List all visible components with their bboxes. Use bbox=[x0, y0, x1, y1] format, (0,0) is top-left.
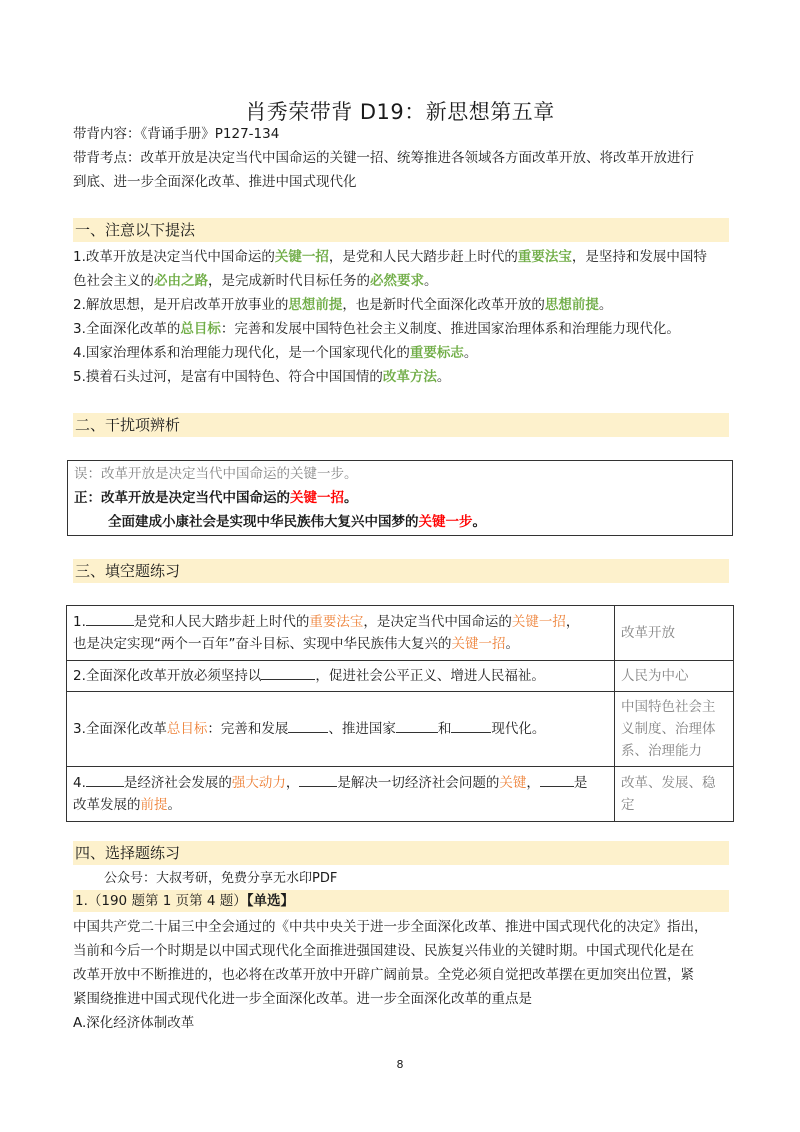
keyword: 重要法宝 bbox=[309, 614, 364, 630]
text: ， bbox=[526, 775, 540, 791]
q4-line2 bbox=[73, 794, 608, 816]
keyword: 总目标 bbox=[180, 321, 221, 337]
text: 全面建成小康社会是实现中华民族伟大复兴中国梦的 bbox=[108, 514, 419, 530]
q1-line2 bbox=[73, 633, 608, 655]
text: 4. bbox=[73, 775, 86, 791]
section-heading-4: 四、选择题练习 bbox=[73, 841, 729, 865]
content-label: 带背内容： bbox=[73, 126, 141, 142]
distractor-box bbox=[67, 460, 733, 536]
text: 5.摸着石头过河，是富有中国特色、符合中国国情的 bbox=[73, 369, 383, 385]
question-text-3: 改革开放中不断推进的，也必将在改革开放中开辟广阔前景。全党必须自觉把改革摆在更加突出位置，紧 bbox=[73, 967, 694, 983]
question-cell bbox=[67, 661, 615, 692]
notice-text: 公众号：大叔考研，免费分享无水印PDF bbox=[104, 871, 338, 886]
text: ，促进社会公平正义、增进人民福祉。 bbox=[315, 668, 545, 684]
answer-cell: 中国特色社会主义制度、治理体系、治理能力 bbox=[615, 692, 734, 767]
text: 也是决定实现“两个一百年”奋斗目标、实现中华民族伟大复兴的 bbox=[73, 636, 452, 652]
text: ，是坚持和发展中国特 bbox=[571, 249, 707, 265]
keyword: 重要标志 bbox=[409, 345, 464, 361]
section-heading-3: 三、填空题练习 bbox=[73, 559, 729, 583]
question-number: 1.（190 题第 1 页第 4 题） bbox=[75, 893, 247, 909]
q1-line1 bbox=[73, 611, 608, 633]
keyword: 关键 bbox=[499, 775, 527, 791]
text: 。 bbox=[424, 273, 438, 289]
page-number: 8 bbox=[396, 1058, 404, 1071]
keyword: 必然要求 bbox=[370, 273, 424, 289]
text: 和 bbox=[437, 721, 452, 737]
keyword: 关键一步 bbox=[418, 514, 473, 530]
keyword: 重要法宝 bbox=[517, 249, 572, 265]
keyword: 总目标 bbox=[166, 721, 208, 737]
text: 。 bbox=[167, 797, 181, 813]
text: 。 bbox=[463, 345, 478, 361]
s1-p4 bbox=[73, 341, 733, 365]
keyword: 必由之路 bbox=[154, 273, 208, 289]
keyword: 关键一招 bbox=[290, 490, 344, 506]
question-text-2: 当前和今后一个时期是以中国式现代化全面推进强国建设、民族复兴伟业的关键时期。中国式现代化是在 bbox=[73, 943, 694, 959]
text: 改革开放是决定当代中国命运的 bbox=[101, 490, 290, 506]
text: ，是党和人民大踏步赶上时代的 bbox=[328, 249, 518, 265]
text: 3.全面深化改革的 bbox=[73, 321, 181, 337]
text: 。 bbox=[505, 636, 519, 652]
s1-p3 bbox=[73, 317, 733, 341]
keyword: 思想前提 bbox=[544, 297, 599, 313]
text: 。 bbox=[472, 514, 486, 530]
blank-field bbox=[396, 718, 438, 733]
keyword: 前提 bbox=[140, 797, 168, 813]
blank-field bbox=[288, 718, 328, 733]
points-value-1: 改革开放是决定当代中国命运的关键一招、统筹推进各领域各方面改革开放、将改革开放进行 bbox=[140, 150, 694, 166]
text: 4.国家治理体系和治理能力现代化，是一个国家现代化的 bbox=[73, 345, 410, 361]
keyword: 关键一招 bbox=[511, 614, 566, 630]
q4-line1 bbox=[73, 772, 608, 794]
answer-cell: 改革开放 bbox=[615, 606, 734, 661]
text: 1.改革开放是决定当代中国命运的 bbox=[73, 249, 275, 265]
fill-blank-table bbox=[66, 605, 734, 822]
table-row bbox=[67, 606, 734, 661]
text: ：完善和发展 bbox=[207, 721, 289, 737]
question-type: 【单选】 bbox=[246, 893, 295, 909]
text: 2.全面深化改革开放必须坚持以 bbox=[73, 668, 262, 684]
wrong-statement: 误：改革开放是决定当代中国命运的关键一步。 bbox=[74, 466, 358, 482]
text: 3.全面深化改革 bbox=[73, 721, 167, 737]
answer-cell: 改革、发展、稳定 bbox=[615, 767, 734, 822]
text: ，是决定当代中国命运的 bbox=[363, 614, 512, 630]
question-header bbox=[73, 890, 729, 912]
s1-p1-line1 bbox=[73, 245, 733, 269]
text: 。 bbox=[436, 369, 451, 385]
keyword: 关键一招 bbox=[274, 249, 329, 265]
keyword: 强大动力 bbox=[231, 775, 286, 791]
right-label: 正： bbox=[74, 490, 101, 506]
section-heading-2: 二、干扰项辨析 bbox=[73, 413, 729, 437]
table-row bbox=[67, 692, 734, 767]
option-a[interactable]: A.深化经济体制改革 bbox=[73, 1015, 195, 1031]
points-line-1 bbox=[73, 146, 733, 170]
content-line bbox=[73, 122, 733, 146]
answer-cell: 人民为中心 bbox=[615, 661, 734, 692]
question-cell bbox=[67, 767, 615, 822]
text: 是经济社会发展的 bbox=[123, 775, 232, 791]
blank-field bbox=[261, 665, 315, 680]
blank-field bbox=[540, 772, 574, 787]
points-line-2: 到底、进一步全面深化改革、推进中国式现代化 bbox=[73, 174, 357, 190]
text: 改革发展的 bbox=[73, 797, 141, 813]
text: ，也是新时代全面深化改革开放的 bbox=[342, 297, 545, 313]
text: 现代化。 bbox=[491, 721, 546, 737]
blank-field bbox=[86, 772, 124, 787]
text: 色社会主义的 bbox=[73, 273, 154, 289]
text: 1. bbox=[73, 614, 86, 630]
question-cell bbox=[67, 692, 615, 767]
text: 是党和人民大踏步赶上时代的 bbox=[133, 614, 310, 630]
text: 。 bbox=[344, 490, 358, 506]
text: ，是完成新时代目标任务的 bbox=[208, 273, 370, 289]
blank-field bbox=[451, 718, 491, 733]
content-value: 《背诵手册》P127-134 bbox=[140, 126, 280, 142]
text: ：完善和发展中国特色社会主义制度、推进国家治理体系和治理能力现代化。 bbox=[220, 321, 680, 337]
text: 、推进国家 bbox=[328, 721, 396, 737]
page-title: 肖秀荣带背 D19：新思想第五章 bbox=[245, 100, 555, 124]
question-text-1: 中国共产党二十届三中全会通过的《中共中央关于进一步全面深化改革、推进中国式现代化的决定》指出， bbox=[73, 919, 708, 935]
text: ， bbox=[565, 614, 580, 630]
table-row bbox=[67, 767, 734, 822]
question-cell bbox=[67, 606, 615, 661]
keyword: 关键一招 bbox=[451, 636, 506, 652]
section-heading-1: 一、注意以下提法 bbox=[73, 218, 729, 242]
blank-field bbox=[299, 772, 337, 787]
right-statement-2 bbox=[108, 511, 486, 533]
s1-p1-line2 bbox=[73, 269, 733, 293]
blank-field bbox=[86, 611, 134, 626]
text: 是解决一切经济社会问题的 bbox=[337, 775, 500, 791]
s1-p2 bbox=[73, 293, 733, 317]
table-row bbox=[67, 661, 734, 692]
keyword: 思想前提 bbox=[288, 297, 343, 313]
keyword: 改革方法 bbox=[382, 369, 437, 385]
text: 是 bbox=[573, 775, 588, 791]
right-statement-1 bbox=[74, 487, 358, 509]
text: 。 bbox=[598, 297, 613, 313]
text: ， bbox=[285, 775, 300, 791]
text: 2.解放思想，是开启改革开放事业的 bbox=[73, 297, 289, 313]
question-text-4: 紧围绕推进中国式现代化进一步全面深化改革。进一步全面深化改革的重点是 bbox=[73, 991, 532, 1007]
s1-p5 bbox=[73, 365, 733, 389]
points-label: 带背考点： bbox=[73, 150, 141, 166]
